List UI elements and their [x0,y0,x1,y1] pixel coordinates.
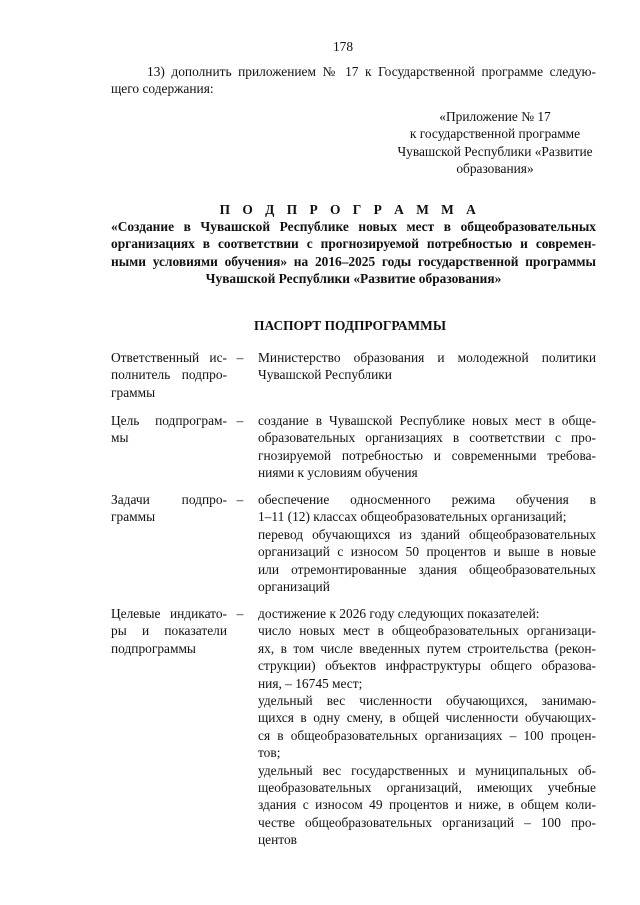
value-line: центов [258,832,297,848]
label-line: ры и показатели [111,623,227,639]
subprogram-title-line: «Создание в Чувашской Республике новых мест в общеобразовательных [111,219,596,234]
value-line: тов; [258,745,281,761]
appendix-caption [375,108,615,178]
passport-dash: – [236,492,244,507]
passport-dash: – [236,350,244,365]
passport-row-label [111,349,227,401]
value-line: число новых мест в общеобразовательных организаци- [258,623,596,639]
label-line: Ответственный ис- [111,350,227,365]
value-line: щеобразовательных организаций, имеющих учебные [258,780,596,796]
subprogram-title-line: Чувашской Республики «Развитие образования» [205,271,502,287]
passport-row-label [111,605,227,657]
value-line: организаций [258,579,330,595]
intro-line: щего содержания: [111,81,214,97]
value-line: Чувашской Республики [258,367,392,383]
value-line: достижение к 2026 году следующих показателей: [258,606,540,621]
appendix-caption-line: к государственной программе [409,126,581,142]
label-line: мы [111,430,129,446]
label-line: граммы [111,509,156,525]
subprogram-heading: П О Д П Р О Г Р А М М А [219,202,481,217]
passport-row-label [111,491,227,526]
value-line: образовательных организациях в соответствии с про- [258,430,596,446]
value-line: 1–11 (12) классах общеобразовательных организаций; [258,509,567,525]
passport-row-value [258,491,596,595]
passport-row-value [258,412,596,482]
label-line: полнитель подпро- [111,367,227,383]
value-line: ся в общеобразовательных организациях – 100 процен- [258,727,596,743]
value-line: или отремонтированные здания общеобразовательных [258,561,596,577]
subprogram-title-line: ными условиями обучения» на 2016–2025 годы государственной программы [111,253,596,269]
value-line: здания с износом 49 процентов и ниже, в общем коли- [258,797,596,813]
value-line: щихся в одну смену, в общей численности обучающих- [258,710,596,726]
intro-paragraph [111,63,596,98]
appendix-caption-line: «Приложение № 17 [439,109,551,124]
label-line: Целевые индикато- [111,606,227,621]
value-line: удельный вес численности обучающихся, занимаю- [258,693,596,709]
value-line: ния, – 16745 мест; [258,675,363,691]
value-line: ях, в том числе введенных путем строительства (рекон- [258,640,596,656]
value-line: ниями к условиям обучения [258,465,418,481]
subprogram-title-line: организациях в соответствии с прогнозируемой потребностью и современ- [111,236,596,252]
value-line: создание в Чувашской Республике новых мест в обще- [258,413,596,428]
label-line: Задачи подпро- [111,492,227,507]
label-line: Цель подпрограм- [111,413,227,428]
passport-row-value [258,349,596,384]
label-line: граммы [111,384,156,400]
value-line: обеспечение односменного режима обучения в [258,492,596,507]
passport-row-label [111,412,227,447]
intro-line: 13) дополнить приложением № 17 к Государственной программе следую- [147,64,596,79]
passport-row-value [258,605,596,849]
passport-dash: – [236,606,244,621]
passport-heading: ПАСПОРТ ПОДПРОГРАММЫ [254,318,446,333]
value-line: честве общеобразовательных организаций – 100 про- [258,814,596,830]
appendix-caption-line: Чувашской Республики «Развитие [397,143,593,159]
label-line: подпрограммы [111,640,196,656]
value-line: струкции) объектов инфраструктуры общего образова- [258,658,596,674]
value-line: перевод обучающихся из зданий общеобразовательных [258,526,596,542]
value-line: организаций с износом 50 процентов и выше в новые [258,544,596,560]
value-line: Министерство образования и молодежной политики [258,350,596,365]
subprogram-title [111,218,596,288]
value-line: удельный вес государственных и муниципальных об- [258,762,596,778]
appendix-caption-line: образования» [456,161,534,177]
page-number: 178 [332,39,354,54]
passport-dash: – [236,413,244,428]
value-line: гнозируемой потребностью и современными требова- [258,447,596,463]
